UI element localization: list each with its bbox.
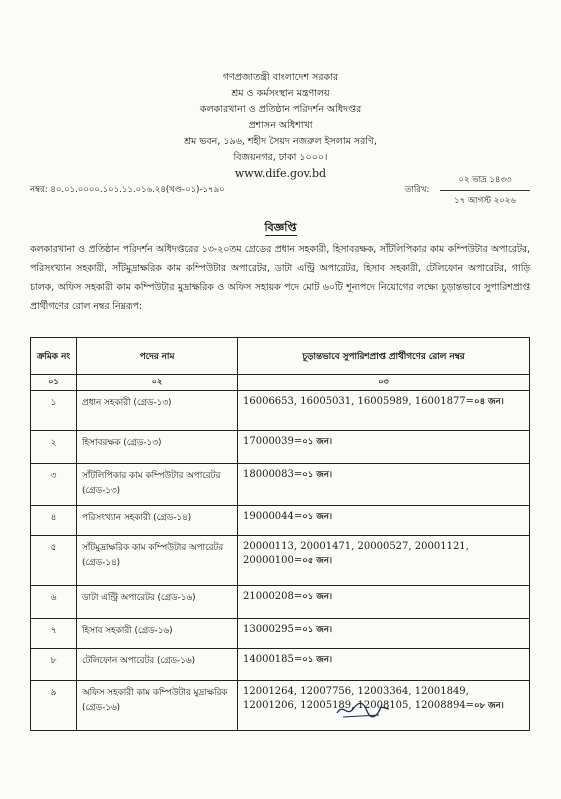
roll-numbers: 19000044=: [243, 511, 303, 522]
memo-number: নম্বর: ৪০.০১.০০০০.১০১.১১.০১৬.২৪(খণ্ড-০১)-১৭৯০: [30, 185, 225, 195]
rolls-cell: [238, 536, 530, 586]
letterhead: [0, 70, 561, 182]
post-cell: সাঁটলিপিকার কাম কম্পিউটার অপারেটর (গ্রেড-১৩): [77, 464, 238, 506]
rolls-cell: [238, 464, 530, 506]
col-number: ০১: [31, 375, 77, 391]
rolls-cell: [238, 391, 530, 431]
post-cell: পরিসংখ্যান সহকারী (গ্রেড-১৪): [77, 506, 238, 536]
candidate-count: ০১ জন।: [302, 625, 333, 635]
table-row: [31, 681, 530, 731]
candidate-count: ০১ জন।: [302, 592, 333, 602]
table-row: [31, 506, 530, 536]
roll-numbers: 16006653, 16005031, 16005989, 16001877=: [243, 396, 475, 407]
serial-cell: ১: [31, 391, 77, 431]
table-header-row: [31, 338, 530, 375]
roll-numbers: 18000083=: [243, 469, 303, 480]
address-line-1: শ্রম ভবন, ১৯৬, শহীদ সৈয়দ নজরুল ইসলাম সরণি,: [184, 136, 377, 147]
post-cell: অফিস সহকারী কাম কম্পিউটার মুদ্রাক্ষরিক (গ্রেড-১৬): [77, 681, 238, 731]
table-row: [31, 619, 530, 649]
post-cell: টেলিফোন অপারেটর (গ্রেড-১৬): [77, 649, 238, 681]
candidate-count: ০১ জন।: [302, 655, 333, 665]
govt-name: গণপ্রজাতন্ত্রী বাংলাদেশ সরকার: [222, 72, 339, 83]
branch-name: প্রশাসন অধিশাখা: [248, 120, 313, 131]
post-cell: ডাটা এন্ট্রি অপারেটর (গ্রেড-১৬): [77, 586, 238, 619]
col-number: ০২: [77, 375, 238, 391]
serial-cell: ৫: [31, 536, 77, 586]
department-name: কলকারখানা ও প্রতিষ্ঠান পরিদর্শন অধিদপ্তর: [199, 104, 362, 115]
table-row: [31, 391, 530, 431]
roll-numbers: 21000208=: [243, 591, 303, 602]
serial-cell: ২: [31, 431, 77, 464]
header-rolls: চূড়ান্তভাবে সুপারিশপ্রাপ্ত প্রার্থীগণের রোল নম্বর: [238, 338, 530, 375]
serial-cell: ৬: [31, 586, 77, 619]
header-serial: ক্রমিক নং: [31, 338, 77, 375]
rolls-cell: [238, 619, 530, 649]
date-box: [440, 173, 530, 208]
roll-number-table: [30, 337, 530, 731]
candidate-count: ০৮ জন।: [474, 701, 504, 711]
serial-cell: ৩: [31, 464, 77, 506]
roll-numbers: 14000185=: [243, 654, 303, 665]
rolls-cell: [238, 506, 530, 536]
signature-icon: [333, 695, 393, 725]
table-row: [31, 586, 530, 619]
serial-cell: ৮: [31, 649, 77, 681]
candidate-count: ০৫ জন।: [302, 556, 333, 566]
table-row: [31, 649, 530, 681]
candidate-count: ০১ জন।: [302, 512, 333, 522]
notice-body: কলকারখানা ও প্রতিষ্ঠান পরিদর্শন অধিদপ্তরের ১৩-২০তম গ্রেডের প্রধান সহকারী, হিসাবরক্ষক, সাঁটলিপিকার কাম কম্পিউটার অপারেটর, পরিসংখ্যান সহকারী, সাঁটমুদ্রাক্ষরিক কাম কম্পিউটার অপারেটর, ডাটা এন্ট্রি অপারেটর, হিসাব সহকারী, টেলিফোন অপারেটর, গাড়ি চালক, অফিস সহকারী কাম কম্পিউটার মুদ্রাক্ষরিক ও অফিস সহায়ক পদে মোট ৬০টি শূন্যপদে নিয়োগের লক্ষ্যে চূড়ান্তভাবে সুপারিশপ্রাপ্ত প্রার্থীগণের রোল নম্বর নিম্নরূপ:: [30, 244, 530, 312]
post-cell: সাঁটমুদ্রাক্ষরিক কাম কম্পিউটার অপারেটর (গ্রেড-১৪): [77, 536, 238, 586]
candidate-count: ০১ জন।: [302, 470, 333, 480]
table-row: [31, 536, 530, 586]
header-post: পদের নাম: [77, 338, 238, 375]
column-number-row: [31, 375, 530, 391]
serial-cell: ৯: [31, 681, 77, 731]
notice-title-text: বিজ্ঞপ্তি: [264, 221, 297, 234]
candidate-count: ০১ জন।: [302, 437, 333, 447]
date-label: তারিখ:: [405, 185, 430, 195]
rolls-cell: [238, 649, 530, 681]
candidate-count: ০৪ জন।: [474, 397, 504, 407]
date-english: ১৭ আগস্ট ২০২৬: [454, 196, 516, 206]
post-cell: প্রধান সহকারী (গ্রেড-১৩): [77, 391, 238, 431]
roll-numbers: 17000039=: [243, 436, 303, 447]
table-row: [31, 464, 530, 506]
rolls-cell: [238, 431, 530, 464]
post-cell: হিসাব সহকারী (গ্রেড-১৬): [77, 619, 238, 649]
website-link[interactable]: www.dife.gov.bd: [234, 167, 327, 180]
address-line-2: বিজয়নগর, ঢাকা ১০০০।: [233, 152, 328, 163]
date-bangla: ০২ ভাদ্র ১৪৩৩: [440, 173, 530, 191]
col-number: ০৩: [238, 375, 530, 391]
serial-cell: ৪: [31, 506, 77, 536]
rolls-cell: [238, 586, 530, 619]
notice-title: [0, 219, 561, 238]
roll-numbers: 20000113, 20001471, 20000527, 20001121, 20000100=: [243, 541, 469, 566]
roll-numbers: 12001264, 12007756, 12003364, 12001849, 12001206, 12005189, 12008105, 12008894=: [243, 686, 475, 711]
serial-cell: ৭: [31, 619, 77, 649]
roll-numbers: 13000295=: [243, 624, 303, 635]
ministry-name: শ্রম ও কর্মসংস্থান মন্ত্রণালয়: [231, 88, 330, 99]
post-cell: হিসাবরক্ষক (গ্রেড-১৩): [77, 431, 238, 464]
table-row: [31, 431, 530, 464]
